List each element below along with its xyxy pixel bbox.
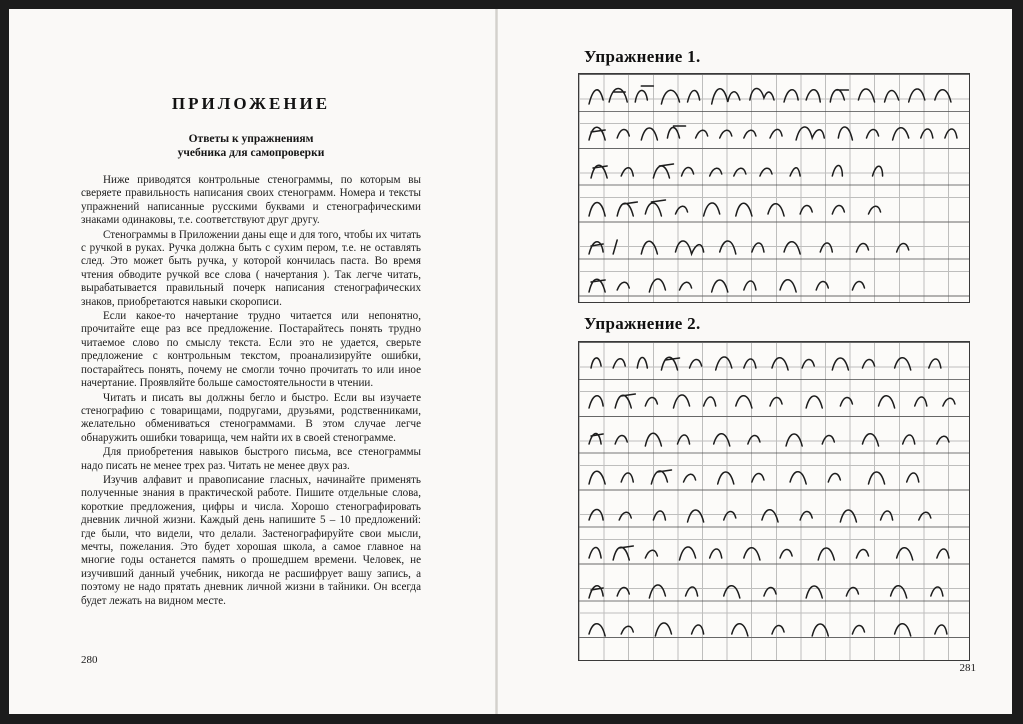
exercise-1-heading: Упражнение 1.	[584, 47, 701, 66]
body-paragraph: Стенограммы в Приложении даны еще и для того, чтобы их читать с ручкой в руках. Ручка должна быть с сухим пером, т.е. не оставлять след. Это может быть ручка, у которой кончилась паста. Во время чтения обводите ручкой все слова ( начертания ). Так легче читать, вырабатывается правильный почерк написания стенографических знаков, приобретаются навыки скорописи.	[81, 228, 421, 308]
body-paragraph: Изучив алфавит и правописание гласных, начинайте применять полученные знания в практической работе. Пишите отдельные слова, короткие предложения, цифры и числа. Хорошо стенографировать дневник личной жизни. Каждый день напишите 5 – 10 предложений: где были, что видели, что делали. Застенографируйте свои мысли, мечты, пожелания. Это будет хорошая школа, а самое главное на многие годы останется память о прошедшем времени. Человек, не изучивший данный учебник, никогда не расшифрует вашу запись, а поэтому не надо прятать дневник личной жизни в тайники. Он всегда будет лежать на видном месте.	[81, 473, 421, 607]
body-paragraph: Ниже приводятся контрольные стенограммы, по которым вы сверяете правильность написания своих стенограмм. Номера и тексты упражнений написанные русскими буквами и стенографическими знаками одинаковы, т.е. соответствуют друг другу.	[81, 174, 421, 227]
left-page-text-column	[81, 94, 421, 609]
left-page	[9, 9, 495, 714]
page-title: ПРИЛОЖЕНИЕ	[171, 94, 331, 113]
exercise-2-shorthand-grid	[578, 341, 970, 661]
page-subtitle-line-2: учебника для самопроверки	[177, 147, 325, 159]
body-paragraph: Если какое-то начертание трудно читается или непонятно, прочитайте еще раз все предложение. Постарайтесь понять трудно читаемое слово по смыслу текста. Если это не удается, сверьте предложение с контрольным текстом, проанализируйте ошибки, постарайтесь понять, почему не смогли точно прочитать то или иное начертание. Проявляйте больше самостоятельности в чтении.	[81, 310, 421, 390]
page-number: 281	[959, 662, 976, 674]
scan-border-bottom	[0, 714, 1023, 724]
scan-border-top	[0, 0, 1023, 9]
grid-baselines	[579, 74, 969, 302]
grid-baselines	[579, 342, 969, 660]
body-paragraph: Читать и писать вы должны бегло и быстро. Если вы изучаете стенографию с товарищами, подругами, друзьями, родственниками, желательно обмениваться стенограммами. В этом случае легче обнаружить ошибки товарища, чем найти их в своей стенограмме.	[81, 391, 421, 444]
right-page	[498, 9, 1012, 714]
exercise-1-shorthand-grid	[578, 73, 970, 303]
page-subtitle-line-1: Ответы к упражнениям	[188, 133, 314, 145]
page-number: 280	[81, 654, 98, 666]
page-subtitle	[81, 132, 421, 160]
scan-border-right	[1012, 0, 1023, 724]
body-paragraph: Для приобретения навыков быстрого письма, все стенограммы надо писать не менее трех раз. Читать не менее двух раз.	[81, 446, 421, 472]
exercise-2-heading: Упражнение 2.	[584, 314, 701, 333]
scan-border-left	[0, 0, 9, 724]
